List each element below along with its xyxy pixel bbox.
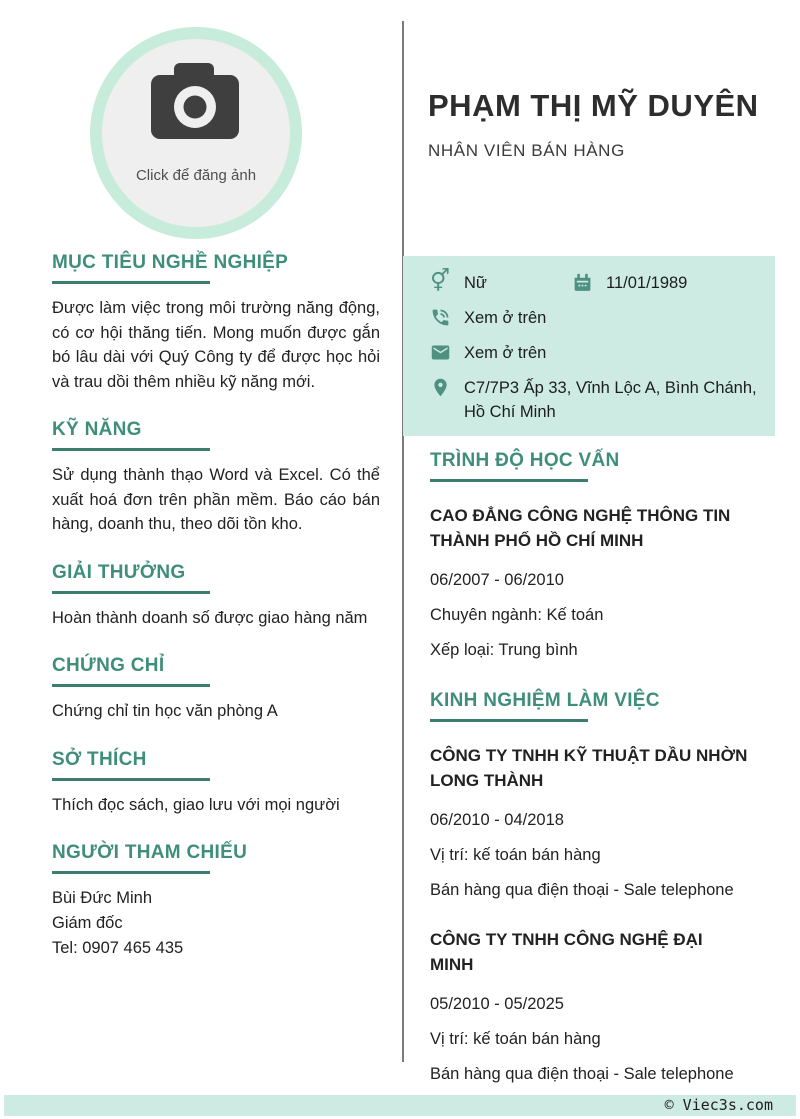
info-row-email: [428, 341, 757, 365]
heading-underline: [52, 871, 210, 874]
section-experience: [430, 690, 775, 1085]
reference-block: [52, 886, 380, 961]
section-heading: CHỨNG CHỈ: [52, 655, 165, 676]
job-position: Vị trí: kế toán bán hàng: [430, 1030, 601, 1048]
camera-icon: [141, 61, 251, 149]
section-body: Chứng chỉ tin học văn phòng A: [52, 702, 278, 720]
info-row-address: [428, 376, 757, 424]
section-heading: NGƯỜI THAM CHIẾU: [52, 842, 248, 863]
location-icon: [428, 376, 452, 398]
section-heading: TRÌNH ĐỘ HỌC VẤN: [430, 450, 620, 471]
section-body: Được làm việc trong môi trường năng động, có cơ hội thăng tiến. Mong muốn được gắn bó lâu dài với Quý Công ty để được học hỏi và trau dồi thêm nhiều kỹ năng mới.: [52, 299, 380, 391]
footer-bar: [4, 1095, 796, 1116]
gender-icon: ⚥: [430, 269, 450, 294]
reference-name: Bùi Đức Minh: [52, 889, 152, 907]
candidate-job-title: NHÂN VIÊN BÁN HÀNG: [428, 141, 625, 160]
heading-underline: [52, 778, 210, 781]
section-skills: [52, 419, 380, 537]
section-certificates: [52, 655, 380, 724]
job-description: Bán hàng qua điện thoại - Sale telephone: [430, 881, 734, 899]
section-body: Thích đọc sách, giao lưu với mọi người: [52, 795, 340, 814]
birthday-value: 11/01/1989: [606, 274, 688, 292]
heading-underline: [430, 479, 588, 482]
section-awards: [52, 562, 380, 631]
info-row-gender-birthday: [428, 271, 757, 295]
phone-value: Xem ở trên: [464, 309, 547, 327]
footer-copyright: © Viec3s.com: [664, 1096, 773, 1114]
heading-underline: [52, 684, 210, 687]
education-school: CAO ĐẲNG CÔNG NGHỆ THÔNG TIN THÀNH PHỐ HỒ CHÍ MINH: [430, 506, 731, 550]
phone-icon: [428, 306, 452, 328]
photo-upload-label: Click để đăng ảnh: [135, 167, 257, 184]
left-column: [52, 252, 380, 986]
gender-value: Nữ: [464, 274, 487, 292]
section-hobbies: [52, 749, 380, 818]
section-education: [430, 450, 775, 661]
section-references: [52, 842, 380, 961]
job-position: Vị trí: kế toán bán hàng: [430, 846, 601, 864]
job-period: 05/2010 - 05/2025: [430, 995, 564, 1013]
section-body: Hoàn thành doanh số được giao hàng năm: [52, 608, 368, 627]
gender-field: [428, 271, 570, 295]
job-company: CÔNG TY TNHH CÔNG NGHỆ ĐẠI MINH: [430, 930, 703, 974]
job-company: CÔNG TY TNHH KỸ THUẬT DẦU NHỜN LONG THÀNH: [430, 746, 748, 790]
photo-placeholder: [102, 39, 290, 227]
job-entry: [430, 927, 775, 1085]
education-period: 06/2007 - 06/2010: [430, 571, 564, 589]
reference-tel: Tel: 0907 465 435: [52, 939, 184, 957]
job-period: 06/2010 - 04/2018: [430, 811, 564, 829]
reference-position: Giám đốc: [52, 914, 123, 932]
job-description: Bán hàng qua điện thoại - Sale telephone: [430, 1065, 734, 1083]
section-heading: MỤC TIÊU NGHỀ NGHIỆP: [52, 252, 289, 273]
personal-info-panel: [403, 256, 775, 436]
section-objective: [52, 252, 380, 394]
heading-underline: [52, 591, 210, 594]
section-heading: KINH NGHIỆM LÀM VIỆC: [430, 690, 660, 711]
calendar-icon: [570, 271, 594, 293]
education-grade: Xếp loại: Trung bình: [430, 641, 578, 659]
section-heading: SỞ THÍCH: [52, 748, 147, 770]
section-heading: KỸ NĂNG: [52, 419, 142, 440]
job-entry: [430, 743, 775, 901]
heading-underline: [52, 448, 210, 451]
column-divider: [402, 21, 404, 1062]
address-value: C7/7P3 Ấp 33, Vĩnh Lộc A, Bình Chánh, Hồ Chí Minh: [464, 379, 757, 421]
info-row-phone: [428, 306, 757, 330]
birthday-field: [570, 271, 687, 295]
photo-upload-button[interactable]: [90, 27, 302, 239]
education-major: Chuyên ngành: Kế toán: [430, 606, 604, 624]
heading-underline: [52, 281, 210, 284]
section-body: Sử dụng thành thạo Word và Excel. Có thể xuất hoá đơn trên phần mềm. Báo cáo bán hàng, doanh thu, theo dõi tồn kho.: [52, 466, 380, 533]
email-icon: [428, 341, 452, 363]
email-value: Xem ở trên: [464, 344, 547, 362]
candidate-name: PHẠM THỊ MỸ DUYÊN: [428, 88, 759, 123]
section-heading: GIẢI THƯỞNG: [52, 561, 186, 583]
heading-underline: [430, 719, 588, 722]
